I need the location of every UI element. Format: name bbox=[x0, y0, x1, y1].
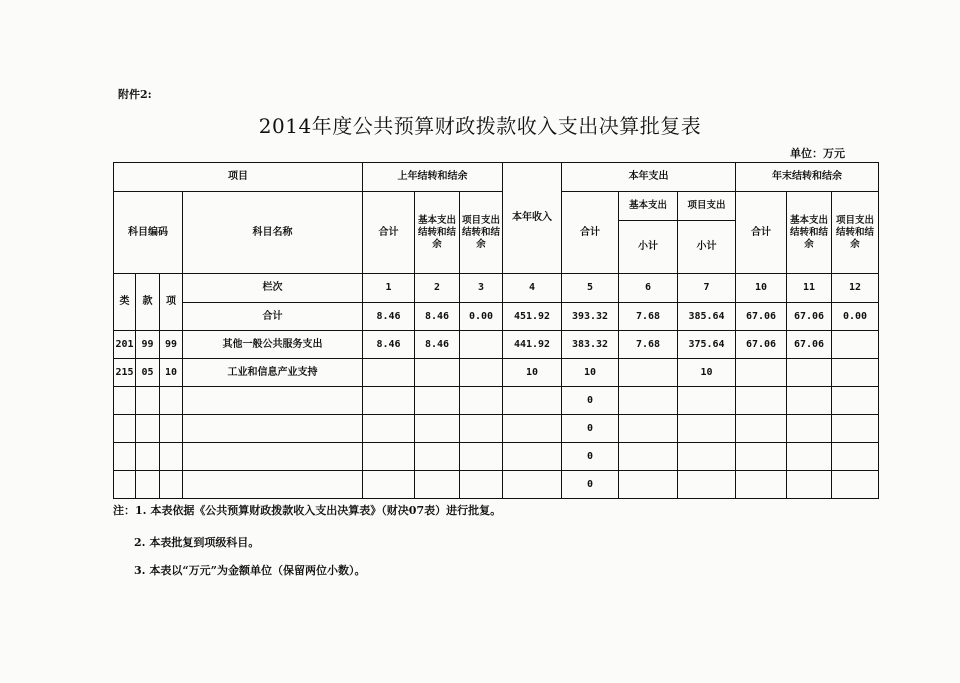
header-xiang: 项 bbox=[160, 274, 183, 331]
value-cell: 10 bbox=[562, 359, 619, 387]
value-cell bbox=[619, 359, 678, 387]
header-income: 本年收入 bbox=[503, 163, 562, 274]
value-cell bbox=[832, 443, 879, 471]
table-row bbox=[114, 331, 879, 359]
value-cell: 8.46 bbox=[363, 331, 415, 359]
header-end-project: 项目支出结转和结余 bbox=[832, 192, 879, 274]
total-cell: 8.46 bbox=[415, 303, 460, 331]
column-index-label: 栏次 bbox=[183, 274, 363, 303]
page-title: 2014年度公共预算财政拨款收入支出决算批复表 bbox=[258, 114, 702, 138]
header-subject-code: 科目编码 bbox=[114, 192, 183, 274]
total-row-label: 合计 bbox=[183, 303, 363, 331]
subject-name-cell bbox=[183, 443, 363, 471]
value-cell bbox=[736, 471, 787, 499]
value-cell bbox=[503, 387, 562, 415]
subject-name-cell bbox=[183, 415, 363, 443]
kuan-cell: 99 bbox=[136, 331, 160, 359]
value-cell bbox=[460, 387, 503, 415]
total-cell: 393.32 bbox=[562, 303, 619, 331]
value-cell bbox=[678, 471, 736, 499]
table-row bbox=[114, 443, 879, 471]
value-cell: 67.06 bbox=[736, 331, 787, 359]
value-cell bbox=[787, 387, 832, 415]
value-cell bbox=[363, 359, 415, 387]
value-cell: 8.46 bbox=[415, 331, 460, 359]
value-cell bbox=[832, 387, 879, 415]
kuan-cell bbox=[136, 443, 160, 471]
value-cell: 0 bbox=[562, 443, 619, 471]
xiang-cell: 10 bbox=[160, 359, 183, 387]
kuan-cell: 05 bbox=[136, 359, 160, 387]
total-cell: 0.00 bbox=[832, 303, 879, 331]
header-item: 项目 bbox=[114, 163, 363, 192]
note-item: 注：1. 本表依据《公共预算财政拨款收入支出决算表》（财决07表）进行批复。 bbox=[113, 504, 502, 517]
lei-cell: 201 bbox=[114, 331, 136, 359]
column-number: 5 bbox=[562, 274, 619, 303]
value-cell bbox=[619, 387, 678, 415]
value-cell bbox=[832, 471, 879, 499]
value-cell bbox=[736, 387, 787, 415]
lei-cell: 215 bbox=[114, 359, 136, 387]
column-number: 6 bbox=[619, 274, 678, 303]
value-cell bbox=[619, 471, 678, 499]
table-row bbox=[114, 359, 879, 387]
header-project-subtotal: 小计 bbox=[678, 221, 736, 274]
value-cell bbox=[415, 415, 460, 443]
value-cell: 7.68 bbox=[619, 331, 678, 359]
value-cell bbox=[787, 415, 832, 443]
value-cell bbox=[619, 443, 678, 471]
column-number: 12 bbox=[832, 274, 879, 303]
value-cell bbox=[736, 359, 787, 387]
xiang-cell bbox=[160, 415, 183, 443]
header-last-basic: 基本支出结转和结余 bbox=[415, 192, 460, 274]
value-cell bbox=[503, 443, 562, 471]
value-cell: 0 bbox=[562, 471, 619, 499]
subject-name-cell: 工业和信息产业支持 bbox=[183, 359, 363, 387]
header-kuan: 款 bbox=[136, 274, 160, 331]
value-cell bbox=[503, 471, 562, 499]
total-cell: 67.06 bbox=[736, 303, 787, 331]
value-cell bbox=[460, 443, 503, 471]
note-item: 2. 本表批复到项级科目。 bbox=[134, 536, 260, 549]
total-cell: 0.00 bbox=[460, 303, 503, 331]
value-cell bbox=[832, 331, 879, 359]
value-cell bbox=[787, 471, 832, 499]
column-number: 10 bbox=[736, 274, 787, 303]
header-exp-total: 合计 bbox=[562, 192, 619, 274]
subject-name-cell: 其他一般公共服务支出 bbox=[183, 331, 363, 359]
column-number: 3 bbox=[460, 274, 503, 303]
header-project-exp: 项目支出 bbox=[678, 192, 736, 221]
table-row bbox=[114, 415, 879, 443]
header-end-total: 合计 bbox=[736, 192, 787, 274]
value-cell: 0 bbox=[562, 387, 619, 415]
total-cell: 7.68 bbox=[619, 303, 678, 331]
value-cell bbox=[363, 415, 415, 443]
xiang-cell bbox=[160, 471, 183, 499]
column-number: 7 bbox=[678, 274, 736, 303]
header-last-total: 合计 bbox=[363, 192, 415, 274]
lei-cell bbox=[114, 415, 136, 443]
kuan-cell bbox=[136, 387, 160, 415]
subject-name-cell bbox=[183, 387, 363, 415]
header-expense: 本年支出 bbox=[562, 163, 736, 192]
value-cell bbox=[503, 415, 562, 443]
subject-name-cell bbox=[183, 471, 363, 499]
value-cell bbox=[363, 471, 415, 499]
value-cell bbox=[678, 387, 736, 415]
total-cell: 385.64 bbox=[678, 303, 736, 331]
value-cell bbox=[787, 443, 832, 471]
value-cell: 383.32 bbox=[562, 331, 619, 359]
total-cell: 8.46 bbox=[363, 303, 415, 331]
value-cell bbox=[363, 387, 415, 415]
value-cell bbox=[832, 359, 879, 387]
lei-cell bbox=[114, 443, 136, 471]
table-row bbox=[114, 471, 879, 499]
xiang-cell bbox=[160, 387, 183, 415]
xiang-cell bbox=[160, 443, 183, 471]
note-item: 3. 本表以“万元”为金额单位（保留两位小数）。 bbox=[134, 564, 366, 577]
total-cell: 451.92 bbox=[503, 303, 562, 331]
value-cell: 67.06 bbox=[787, 331, 832, 359]
header-end-basic: 基本支出结转和结余 bbox=[787, 192, 832, 274]
value-cell bbox=[415, 387, 460, 415]
column-number: 11 bbox=[787, 274, 832, 303]
unit-label: 单位：万元 bbox=[790, 147, 845, 160]
header-last-year: 上年结转和结余 bbox=[363, 163, 503, 192]
header-lei: 类 bbox=[114, 274, 136, 331]
value-cell bbox=[415, 471, 460, 499]
lei-cell bbox=[114, 387, 136, 415]
value-cell bbox=[460, 359, 503, 387]
budget-table bbox=[113, 162, 879, 499]
header-subject-name: 科目名称 bbox=[183, 192, 363, 274]
value-cell: 10 bbox=[678, 359, 736, 387]
total-cell: 67.06 bbox=[787, 303, 832, 331]
header-year-end: 年末结转和结余 bbox=[736, 163, 879, 192]
value-cell bbox=[678, 415, 736, 443]
kuan-cell bbox=[136, 471, 160, 499]
kuan-cell bbox=[136, 415, 160, 443]
value-cell bbox=[460, 415, 503, 443]
value-cell: 441.92 bbox=[503, 331, 562, 359]
value-cell bbox=[415, 359, 460, 387]
header-basic-exp: 基本支出 bbox=[619, 192, 678, 221]
xiang-cell: 99 bbox=[160, 331, 183, 359]
value-cell bbox=[736, 415, 787, 443]
column-number: 1 bbox=[363, 274, 415, 303]
attachment-label: 附件2: bbox=[118, 88, 152, 101]
value-cell bbox=[787, 359, 832, 387]
value-cell bbox=[678, 443, 736, 471]
column-number: 2 bbox=[415, 274, 460, 303]
column-number: 4 bbox=[503, 274, 562, 303]
value-cell bbox=[363, 443, 415, 471]
value-cell: 0 bbox=[562, 415, 619, 443]
lei-cell bbox=[114, 471, 136, 499]
value-cell: 375.64 bbox=[678, 331, 736, 359]
table-row bbox=[114, 387, 879, 415]
header-basic-subtotal: 小计 bbox=[619, 221, 678, 274]
value-cell bbox=[415, 443, 460, 471]
value-cell: 10 bbox=[503, 359, 562, 387]
value-cell bbox=[619, 415, 678, 443]
value-cell bbox=[832, 415, 879, 443]
value-cell bbox=[460, 471, 503, 499]
value-cell bbox=[460, 331, 503, 359]
value-cell bbox=[736, 443, 787, 471]
header-last-project: 项目支出结转和结余 bbox=[460, 192, 503, 274]
